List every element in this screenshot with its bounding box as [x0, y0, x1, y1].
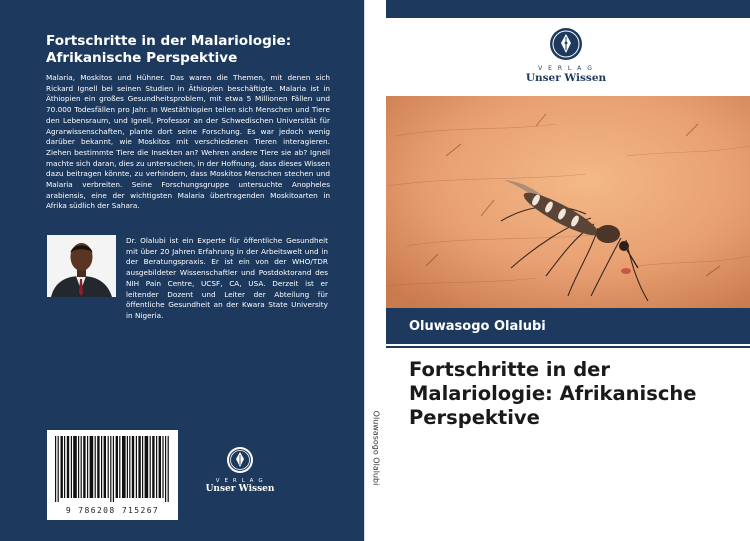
pen-nib-icon — [226, 446, 254, 474]
author-bio: Dr. Olalubi ist ein Experte für öffentliche Gesundheit mit über 20 Jahren Erfahrung in der Arbeitswelt und in der Beratungspraxis. Er ist ein von der WHO/TDR ausgebildeter Wissenschaftler und Postdoktorand des NIH Pain Centre, UCSF, CA, USA. Derzeit ist er leitender Dozent und Leiter der Abteilung für öffentliche Gesundheit an der Kwara State University in Nigeria. — [126, 236, 328, 320]
publisher-verlag-front: V E R L A G — [538, 65, 594, 72]
publisher-name-back: Unser Wissen — [205, 484, 275, 494]
spine-author: Oluwasogo Olalubi — [371, 410, 381, 486]
front-author-name: Oluwasogo Olalubi — [409, 319, 546, 334]
front-top-bar — [386, 0, 750, 18]
front-cover-title: Fortschritte in der Malariologie: Afrikanische Perspektive — [409, 358, 697, 429]
pen-nib-icon — [549, 27, 583, 61]
back-cover-blurb: Malaria, Moskitos und Hühner. Das waren die Themen, mit denen sich Rickard Ignell bei seinen Studien in Äthiopien beschäftigte. Malaria ist in Äthiopien ein großes Gesundheitsproblem, mit etwa 5 Millionen Fällen und 70.000 Todesfällen pro Jahr. In Westäthiopien teilen sich Menschen und Tiere den Lebensraum, und Ignell, Professor an der Schwedischen Universität für Agrarwissenschaften, plante dort seine Forschung. Es war jedoch wenig darüber bekannt, wie Moskitos mit verschiedenen Tieren interagieren. Ziehen bestimmte Tiere die Insekten an? Wehren andere Tiere sie ab? Ignell machte sich daran, dies zu untersuchen, in der Hoffnung, dass dieses Wissen dazu beitragen könnte, zu verhindern, dass Moskitos Menschen stechen und Malaria verbreiten. Seine Forschungsgruppe untersuchte Anopheles arabiensis, eine der wichtigsten Malaria übertragenden Moskitoarten in Afrika südlich der Sahara. — [46, 73, 330, 211]
publisher-verlag-back: V E R L A G — [215, 478, 265, 484]
mosquito-on-skin-image — [386, 96, 750, 308]
publisher-name-front: Unser Wissen — [525, 72, 607, 84]
front-divider — [386, 346, 750, 348]
back-cover-title: Fortschritte in der Malariologie: Afrikanische Perspektive — [46, 33, 292, 66]
isbn-barcode — [47, 430, 178, 520]
publisher-logo-front — [516, 27, 616, 84]
spine — [364, 0, 387, 541]
isbn-digits: 9 786208 715267 — [65, 506, 160, 515]
back-cover — [0, 0, 364, 541]
publisher-logo-back — [205, 446, 275, 494]
author-photo — [47, 235, 116, 297]
front-cover — [386, 0, 750, 541]
author-band — [386, 308, 750, 344]
